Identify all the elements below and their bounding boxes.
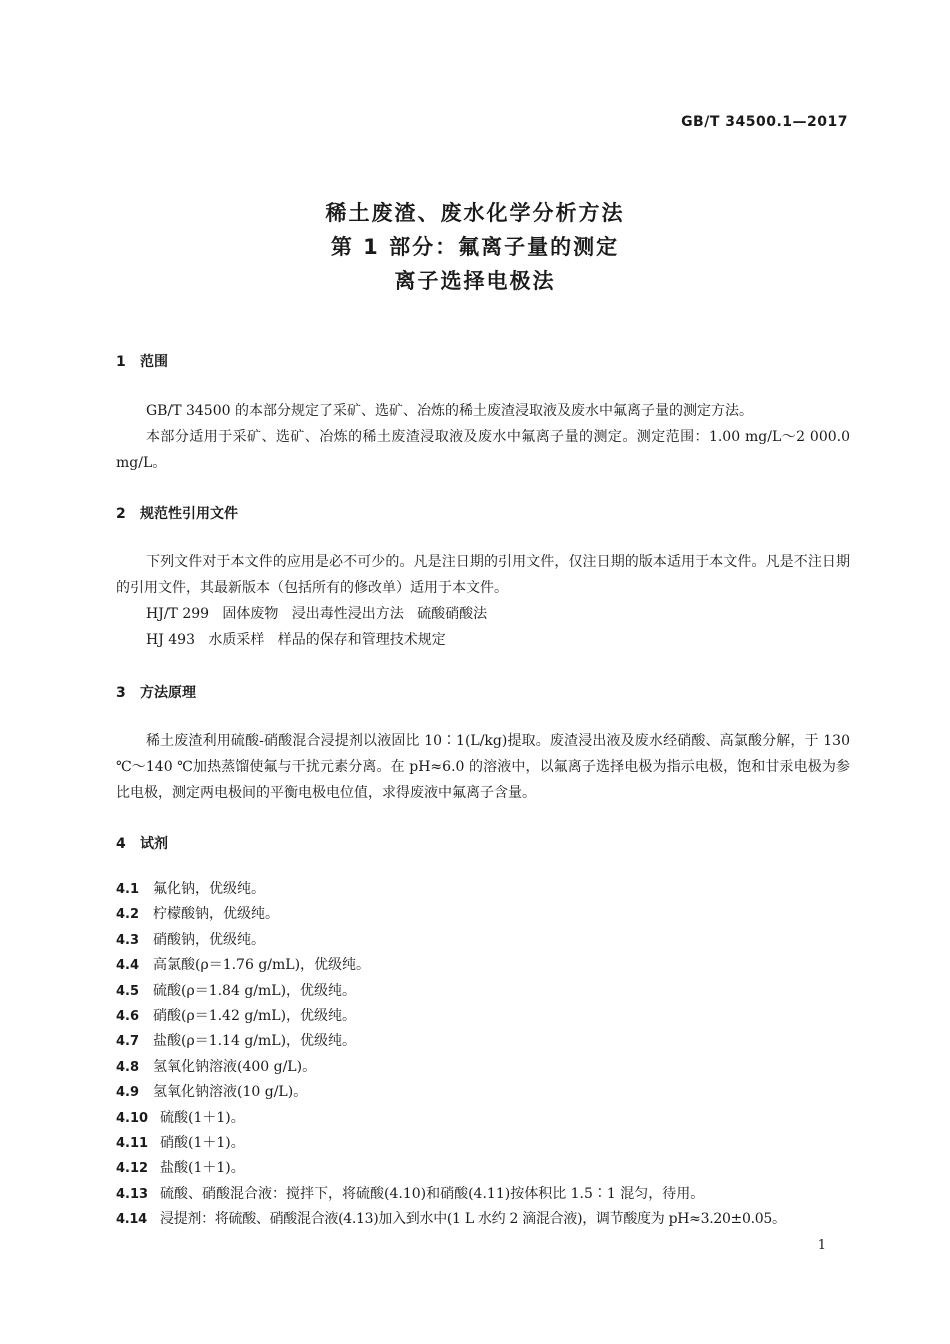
list-item	[116, 928, 856, 953]
list-item	[116, 1207, 856, 1232]
item-number: 4.1	[116, 882, 140, 897]
item-text: 高氯酸(ρ＝1.76 g/mL)，优级纯。	[153, 957, 371, 974]
item-number: 4.13	[116, 1186, 149, 1202]
section-number: 4	[116, 836, 126, 852]
list-item	[116, 1131, 856, 1156]
item-text: 浸提剂：将硫酸、硝酸混合液(4.13)加入到水中(1 L 水约 2 滴混合液)，调节酸度为 pH≈3.20±0.05。	[160, 1211, 786, 1228]
document-title	[0, 196, 950, 298]
section-2-paragraph-1: 下列文件对于本文件的应用是必不可少的。凡是注日期的引用文件，仅注日期的版本适用于本文件。凡是不注日期的引用文件，其最新版本（包括所有的修改单）适用于本文件。	[116, 554, 850, 596]
section-title: 方法原理	[140, 685, 196, 701]
item-number: 4.14	[116, 1212, 147, 1228]
page-number: 1	[817, 1238, 826, 1253]
title-line-1: 稀土废渣、废水化学分析方法	[325, 201, 625, 225]
list-item	[116, 1029, 856, 1054]
item-text: 硝酸钠，优级纯。	[153, 931, 265, 948]
item-number: 4.3	[116, 932, 140, 948]
item-text: 盐酸(1＋1)。	[160, 1160, 245, 1177]
section-number: 1	[116, 354, 126, 370]
list-item	[116, 902, 856, 927]
section-title: 试剂	[140, 836, 168, 852]
section-1-heading	[116, 351, 168, 371]
section-3-paragraph-1: 稀土废渣利用硫酸-硝酸混合浸提剂以液固比 10∶1(L/kg)提取。废渣浸出液及废水经硝酸、高氯酸分解，于 130 ℃～140 ℃加热蒸馏使氟与干扰元素分离。在 pH≈6.0 的溶液中，以氟离子选择电极为指示电极，饱和甘汞电极为参比电极，测定两电极间的平衡电极电位值，求得废液中氟离子含量。	[116, 733, 850, 801]
title-line-2: 第 1 部分：氟离子量的测定	[330, 235, 620, 259]
item-text: 氢氧化钠溶液(10 g/L)。	[153, 1084, 308, 1101]
list-item	[116, 1055, 856, 1080]
list-item	[116, 1182, 856, 1207]
list-item	[116, 953, 856, 978]
item-text: 硫酸、硝酸混合液：搅拌下，将硫酸(4.10)和硝酸(4.11)按体积比 1.5∶1 混匀，待用。	[160, 1185, 705, 1202]
item-number: 4.11	[116, 1135, 149, 1151]
section-4-heading	[116, 833, 168, 853]
item-text: 硝酸(ρ＝1.42 g/mL)，优级纯。	[153, 1007, 357, 1024]
list-item	[116, 1106, 856, 1131]
section-title: 规范性引用文件	[140, 506, 238, 522]
list-item	[116, 979, 856, 1004]
item-number: 4.10	[116, 1110, 149, 1126]
section-number: 3	[116, 685, 126, 701]
standard-code: GB/T 34500.1—2017	[681, 114, 848, 130]
item-number: 4.8	[116, 1059, 140, 1075]
item-number: 4.7	[116, 1034, 140, 1050]
item-text: 柠檬酸钠，优级纯。	[153, 906, 279, 923]
section-2-heading	[116, 503, 238, 523]
list-item	[116, 877, 856, 902]
item-number: 4.6	[116, 1008, 140, 1024]
list-item	[116, 1080, 856, 1105]
item-text: 氢氧化钠溶液(400 g/L)。	[153, 1058, 317, 1075]
title-line-3: 离子选择电极法	[394, 269, 556, 293]
item-text: 硫酸(ρ＝1.84 g/mL)，优级纯。	[153, 982, 357, 999]
item-number: 4.5	[116, 983, 140, 999]
section-1-paragraph-1: GB/T 34500 的本部分规定了采矿、选矿、冶炼的稀土废渣浸取液及废水中氟离子量的测定方法。	[146, 403, 753, 419]
item-number: 4.2	[116, 907, 140, 923]
section-3-heading	[116, 682, 196, 702]
reagent-list	[116, 877, 856, 1232]
reference-hj-493: HJ 493 水质采样 样品的保存和管理技术规定	[146, 632, 446, 648]
section-1-paragraph-2: 本部分适用于采矿、选矿、冶炼的稀土废渣浸取液及废水中氟离子量的测定。测定范围：1.00 mg/L～2 000.0 mg/L。	[116, 429, 850, 471]
item-number: 4.4	[116, 958, 140, 974]
item-number: 4.12	[116, 1161, 149, 1177]
item-text: 硝酸(1＋1)。	[160, 1134, 245, 1151]
item-text: 硫酸(1＋1)。	[160, 1109, 245, 1126]
section-title: 范围	[140, 354, 168, 370]
section-number: 2	[116, 506, 126, 522]
list-item	[116, 1004, 856, 1029]
reference-hj-t-299: HJ/T 299 固体废物 浸出毒性浸出方法 硫酸硝酸法	[146, 606, 488, 622]
item-text: 氟化钠，优级纯。	[153, 881, 265, 897]
item-number: 4.9	[116, 1085, 140, 1101]
item-text: 盐酸(ρ＝1.14 g/mL)，优级纯。	[153, 1033, 357, 1050]
list-item	[116, 1156, 856, 1181]
